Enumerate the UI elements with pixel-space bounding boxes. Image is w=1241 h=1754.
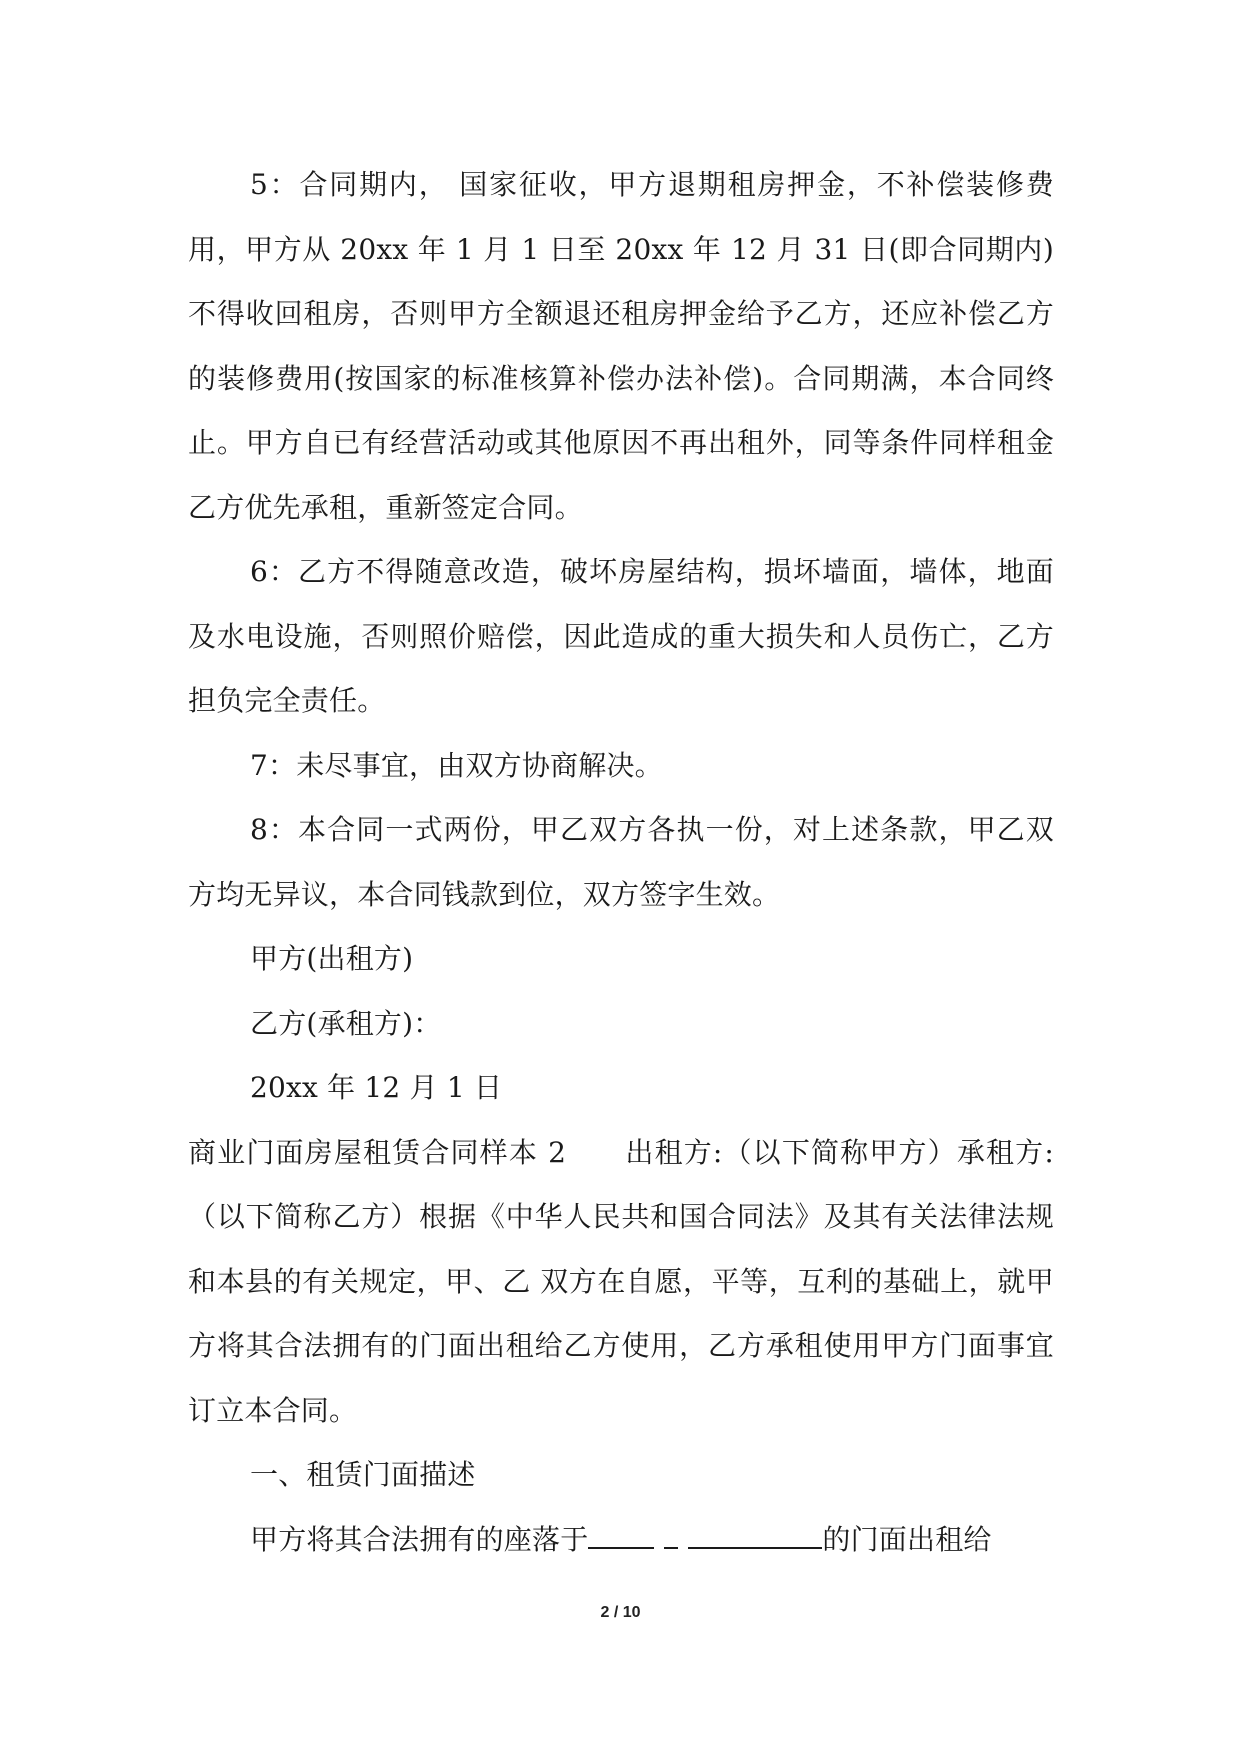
location-clause-suffix: 的门面出租给 (822, 1522, 992, 1556)
sample-2-intro-paragraph: 商业门面房屋租赁合同样本 2 出租方:（以下简称甲方）承租方:（以下简称乙方）根据《中华人民共和国合同法》及其有关法律法规和本县的有关规定，甲、乙 双方在自愿，平等，互利的基础上，就甲方将其合法拥有的门面出租给乙方使用，乙方承租使用甲方门面事宜订立本合同。 (188, 1135, 1054, 1427)
clause-5-paragraph: 5：合同期内， 国家征收，甲方退期租房押金，不补偿装修费用，甲方从 20xx 年 1 月 1 日至 20xx 年 12 月 31 日(即合同期内)不得收回租房，否则甲方全额退还租房押金给予乙方，还应补偿乙方的装修费用(按国家的标准核算补偿办法补偿)。合同期满，本合同终止。甲方自已有经营活动或其他原因不再出租外，同等条件同样租金乙方优先承租，重新签定合同。 (188, 168, 1054, 524)
location-clause-prefix: 甲方将其合法拥有的座落于 (250, 1522, 589, 1556)
location-clause-line (188, 1508, 1054, 1573)
clause-6-paragraph: 6：乙方不得随意改造，破坏房屋结构，损坏墙面，墙体，地面及水电设施，否则照价赔偿，因此造成的重大损失和人员伤亡，乙方担负完全责任。 (188, 555, 1054, 717)
party-a-label: 甲方(出租方) (250, 942, 414, 975)
contract-date: 20xx 年 12 月 1 日 (250, 1071, 503, 1104)
page-number: 2 / 10 (600, 1604, 641, 1621)
fill-in-blank (664, 1521, 678, 1549)
fill-in-blank (588, 1521, 654, 1549)
clause-8-paragraph: 8：本合同一式两份，甲乙双方各执一份，对上述条款，甲乙双方均无异议，本合同钱款到位，双方签字生效。 (188, 813, 1054, 911)
section-1-heading: 一、租赁门面描述 (250, 1458, 476, 1491)
party-b-label: 乙方(承租方)： (250, 1006, 442, 1040)
clause-7-paragraph: 7：未尽事宜，由双方协商解决。 (250, 748, 663, 782)
fill-in-blank (688, 1521, 822, 1549)
document-body (188, 153, 1054, 1572)
